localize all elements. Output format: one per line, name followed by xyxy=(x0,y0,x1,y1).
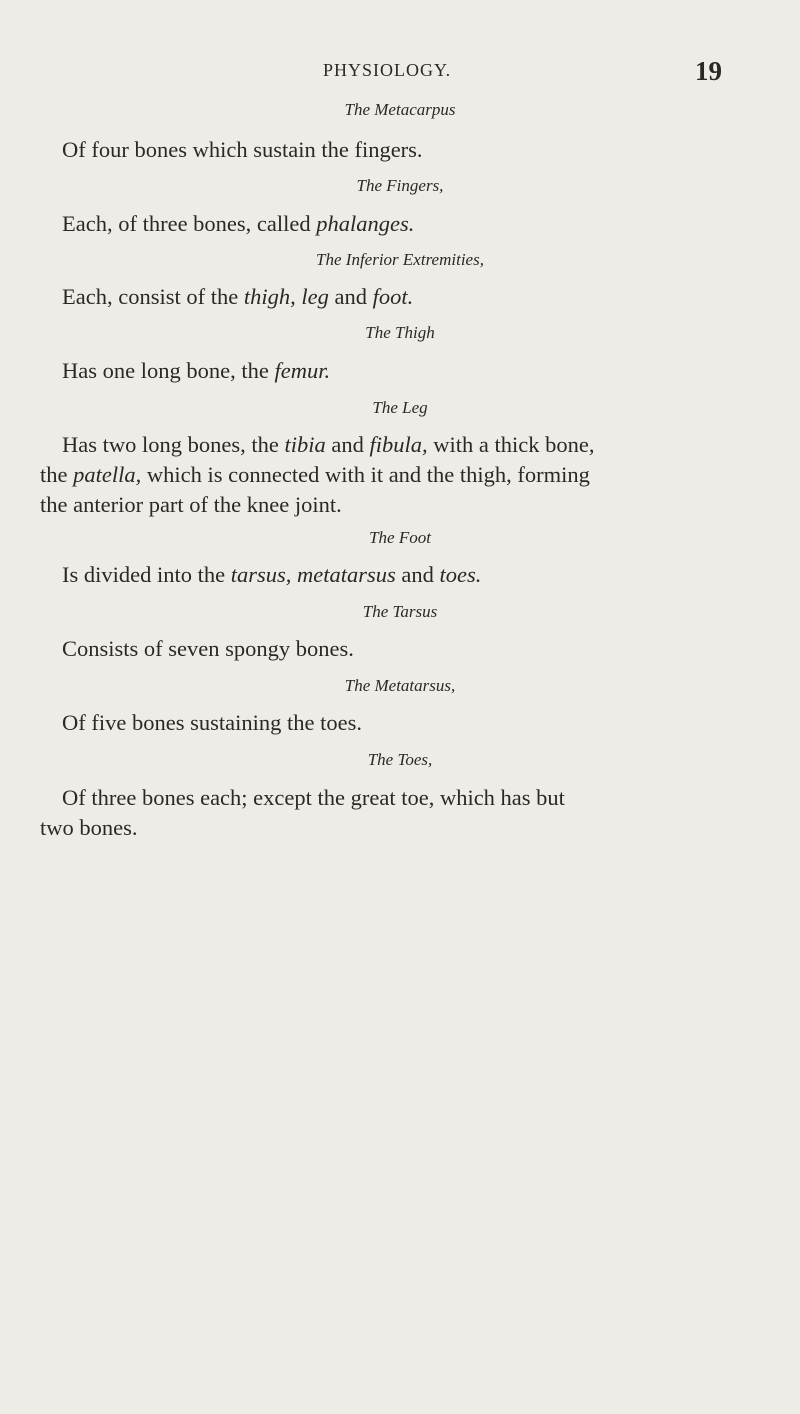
body-text-line xyxy=(62,562,481,588)
body-text-line xyxy=(62,137,423,163)
running-head: PHYSIOLOGY. xyxy=(323,60,452,80)
body-text-line xyxy=(40,492,342,518)
italic-term: thigh, leg xyxy=(243,284,329,309)
italic-term: toes. xyxy=(439,562,482,587)
section-heading: The Metatarsus, xyxy=(344,676,456,695)
body-text-line xyxy=(62,284,413,310)
section-heading: The Thigh xyxy=(365,323,435,342)
section-heading: The Leg xyxy=(372,398,428,417)
text-run: Consists of seven spongy bones. xyxy=(62,636,354,661)
text-run: and xyxy=(325,432,370,457)
section-heading: The Inferior Extremities, xyxy=(316,250,484,269)
page-number: 19 xyxy=(695,56,722,86)
body-text-line xyxy=(62,636,354,662)
text-run: Of five bones sustaining the toes. xyxy=(62,710,362,735)
text-run: and xyxy=(395,562,440,587)
body-text-line xyxy=(40,462,590,488)
body-text-line xyxy=(62,710,362,736)
text-run: Has one long bone, the xyxy=(62,358,275,383)
body-text-line xyxy=(62,785,565,811)
section-heading: The Fingers, xyxy=(356,176,444,195)
text-run: and xyxy=(328,284,373,309)
italic-term: foot. xyxy=(372,284,414,309)
section-heading: The Tarsus xyxy=(362,602,438,621)
text-run: with a thick bone, xyxy=(427,432,595,457)
italic-term: phalanges. xyxy=(316,211,415,236)
body-text-line xyxy=(62,211,414,237)
section-heading: The Toes, xyxy=(367,750,433,769)
italic-term: fibula, xyxy=(369,432,428,457)
italic-term: tarsus, metatarsus xyxy=(230,562,396,587)
text-run: two bones. xyxy=(40,815,138,840)
text-run: Is divided into the xyxy=(62,562,231,587)
text-run: which is connected with it and the thigh, forming xyxy=(141,462,590,487)
italic-term: femur. xyxy=(274,358,331,383)
section-heading: The Metacarpus xyxy=(344,100,456,119)
italic-term: patella, xyxy=(73,462,142,487)
body-text-line xyxy=(62,358,330,384)
italic-term: tibia xyxy=(284,432,326,457)
section-heading: The Foot xyxy=(369,528,431,547)
text-run: Of three bones each; except the great toe, which has but xyxy=(62,785,565,810)
text-run: the xyxy=(40,462,74,487)
text-run: Has two long bones, the xyxy=(62,432,285,457)
text-run: Of four bones which sustain the fingers. xyxy=(62,137,423,162)
text-run: the anterior part of the knee joint. xyxy=(40,492,342,517)
text-run: Each, consist of the xyxy=(62,284,244,309)
body-text-line xyxy=(40,815,138,841)
text-run: Each, of three bones, called xyxy=(62,211,317,236)
body-text-line xyxy=(62,432,594,458)
